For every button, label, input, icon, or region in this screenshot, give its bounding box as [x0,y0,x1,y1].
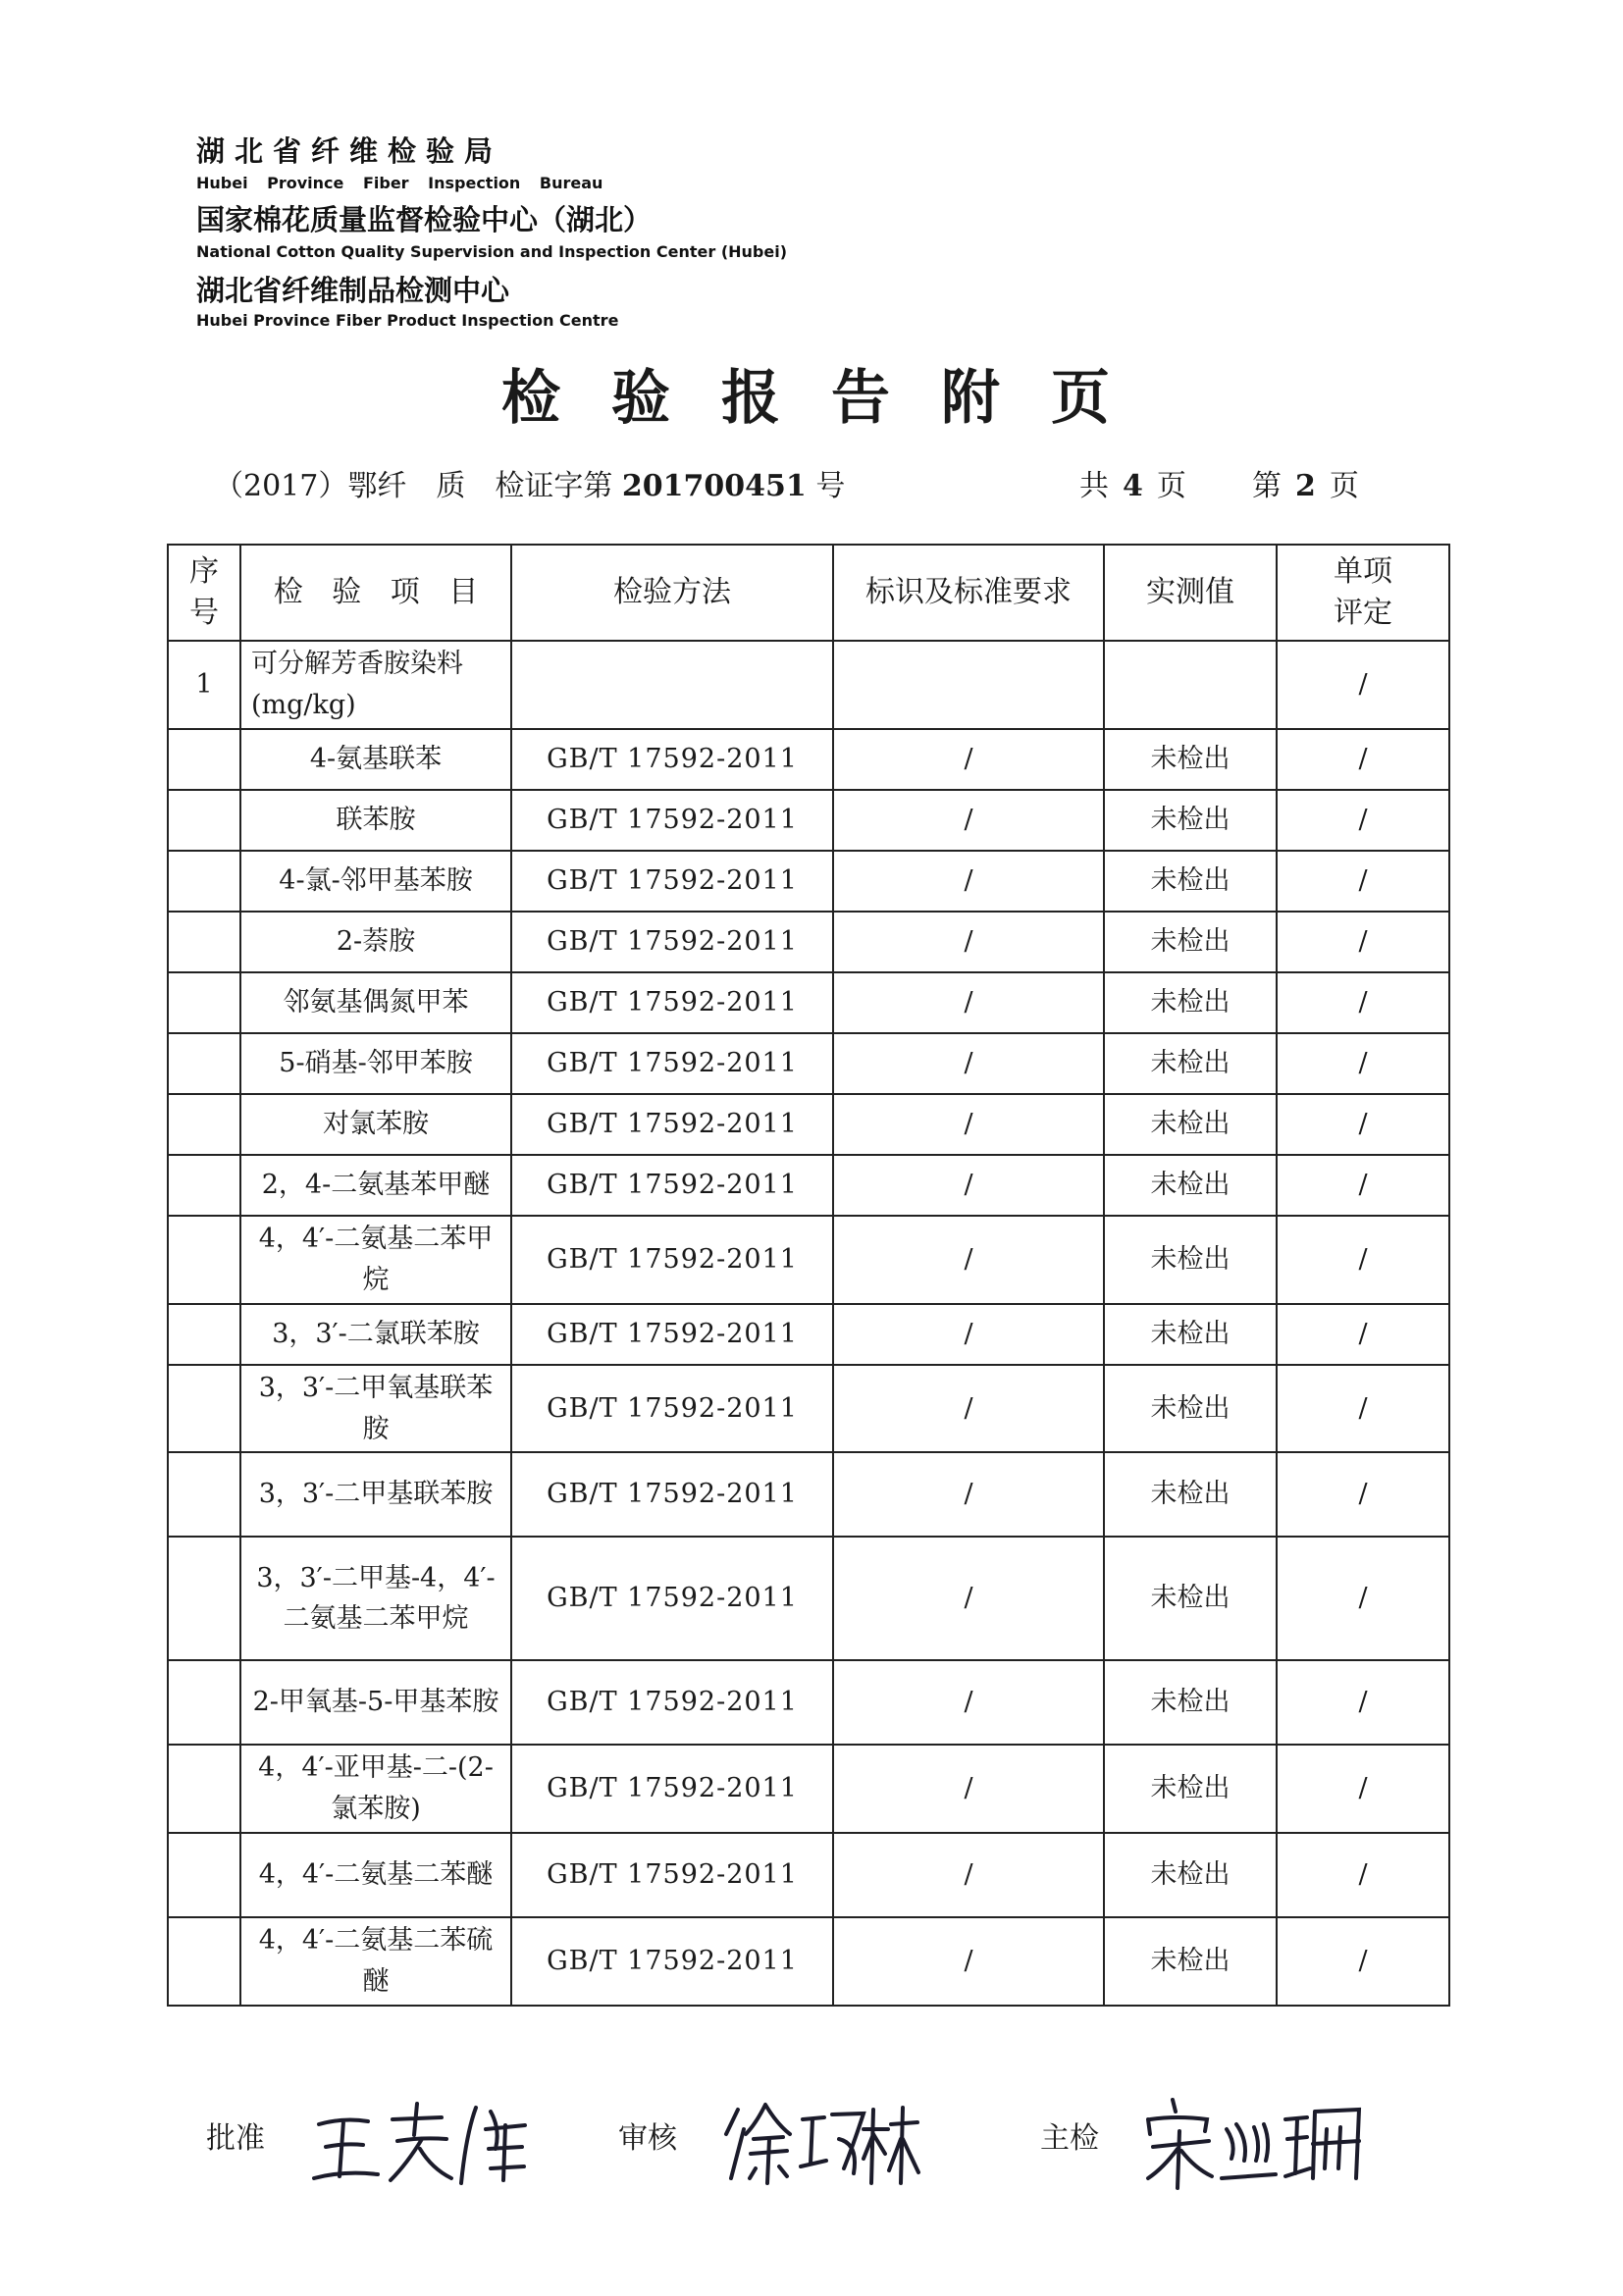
header-requirement: 标识及标准要求 [833,545,1104,641]
row-measured: 未检出 [1104,1917,1277,2006]
total-pages-prefix: 共 [1079,469,1109,503]
approver-signature [304,2090,530,2188]
row-verdict: / [1277,1304,1449,1365]
row-measured: 未检出 [1104,851,1277,912]
row-requirement: / [833,972,1104,1033]
table-header-row [168,545,1449,641]
row-requirement: / [833,1216,1104,1304]
org1-name-en: Hubei Province Fiber Inspection Bureau [196,174,603,192]
row-no [168,1917,240,2006]
table-row [168,729,1449,790]
row-measured: 未检出 [1104,790,1277,851]
page-indicator [1079,461,1359,504]
org3-name-cn: 湖北省纤维制品检测中心 [196,274,510,307]
table-row [168,1745,1449,1833]
approver-label: 批准 [206,2121,265,2156]
total-pages-suffix: 页 [1156,469,1186,503]
row-requirement: / [833,1833,1104,1917]
header-no: 序号 [168,545,240,641]
row-verdict: / [1277,1033,1449,1094]
row-verdict: / [1277,1094,1449,1155]
row-method: GB/T 17592-2011 [511,1365,833,1453]
row-no [168,1537,240,1660]
row-method: GB/T 17592-2011 [511,1452,833,1537]
row-method: GB/T 17592-2011 [511,1216,833,1304]
row-requirement: / [833,912,1104,972]
report-reference [214,461,845,504]
row-measured: 未检出 [1104,1660,1277,1745]
row-measured: 未检出 [1104,1745,1277,1833]
row-verdict: / [1277,1537,1449,1660]
table-row [168,1452,1449,1537]
inspection-results-table [167,544,1450,2007]
row-method: GB/T 17592-2011 [511,1033,833,1094]
row-no [168,1365,240,1453]
table-row [168,1917,1449,2006]
row-item: 2，4-二氨基苯甲醚 [240,1155,511,1216]
row-item: 邻氨基偶氮甲苯 [240,972,511,1033]
reference-suffix: 号 [815,469,846,503]
row-requirement: / [833,790,1104,851]
row-method: GB/T 17592-2011 [511,912,833,972]
reviewer-label: 审核 [618,2121,677,2156]
table-row [168,972,1449,1033]
table-row [168,1155,1449,1216]
row-method: GB/T 17592-2011 [511,1094,833,1155]
table-row [168,1660,1449,1745]
row-verdict: / [1277,1917,1449,2006]
row-item: 3，3′-二甲氧基联苯胺 [240,1365,511,1453]
header-method: 检验方法 [511,545,833,641]
row-method: GB/T 17592-2011 [511,729,833,790]
row-method: GB/T 17592-2011 [511,972,833,1033]
group-requirement [833,641,1104,729]
table-row [168,851,1449,912]
row-no [168,972,240,1033]
table-row [168,1216,1449,1304]
row-item: 联苯胺 [240,790,511,851]
row-item: 4，4′-亚甲基-二-(2-氯苯胺) [240,1745,511,1833]
row-verdict: / [1277,1365,1449,1453]
row-no [168,1033,240,1094]
row-no [168,851,240,912]
group-measured [1104,641,1277,729]
row-measured: 未检出 [1104,912,1277,972]
row-measured: 未检出 [1104,1304,1277,1365]
row-item: 4，4′-二氨基二苯甲烷 [240,1216,511,1304]
row-no [168,1660,240,1745]
document-title: 检验报告附页 [501,364,1161,433]
row-method: GB/T 17592-2011 [511,1917,833,2006]
row-no [168,729,240,790]
table-row [168,1094,1449,1155]
row-method: GB/T 17592-2011 [511,1660,833,1745]
row-measured: 未检出 [1104,1155,1277,1216]
row-verdict: / [1277,851,1449,912]
row-no [168,912,240,972]
group-verdict: / [1277,641,1449,729]
row-item: 2-萘胺 [240,912,511,972]
row-measured: 未检出 [1104,1537,1277,1660]
row-requirement: / [833,729,1104,790]
row-measured: 未检出 [1104,1033,1277,1094]
row-item: 3，3′-二甲基联苯胺 [240,1452,511,1537]
row-verdict: / [1277,729,1449,790]
group-no: 1 [168,641,240,729]
row-requirement: / [833,1304,1104,1365]
row-item: 5-硝基-邻甲苯胺 [240,1033,511,1094]
row-measured: 未检出 [1104,1216,1277,1304]
row-item: 对氯苯胺 [240,1094,511,1155]
row-measured: 未检出 [1104,972,1277,1033]
row-item: 2-甲氧基-5-甲基苯胺 [240,1660,511,1745]
row-item: 4-氨基联苯 [240,729,511,790]
row-measured: 未检出 [1104,729,1277,790]
row-measured: 未检出 [1104,1365,1277,1453]
reference-number: 201700451 [621,469,807,503]
row-no [168,1833,240,1917]
row-requirement: / [833,1033,1104,1094]
row-no [168,1304,240,1365]
reference-prefix: （2017）鄂纤 质 检证字第 [214,469,613,503]
row-method: GB/T 17592-2011 [511,1745,833,1833]
row-item: 4，4′-二氨基二苯硫醚 [240,1917,511,2006]
table-row [168,912,1449,972]
row-requirement: / [833,851,1104,912]
row-verdict: / [1277,912,1449,972]
table-row [168,1304,1449,1365]
row-requirement: / [833,1452,1104,1537]
row-verdict: / [1277,1660,1449,1745]
row-requirement: / [833,1537,1104,1660]
group-row [168,641,1449,729]
signature-area [206,2100,1384,2208]
row-requirement: / [833,1365,1104,1453]
row-method: GB/T 17592-2011 [511,790,833,851]
row-verdict: / [1277,1452,1449,1537]
row-verdict: / [1277,1155,1449,1216]
table-row [168,1365,1449,1453]
row-requirement: / [833,1660,1104,1745]
total-pages: 4 [1123,469,1143,503]
table-row [168,1537,1449,1660]
inspector-label: 主检 [1040,2121,1099,2156]
row-requirement: / [833,1155,1104,1216]
row-item: 4-氯-邻甲基苯胺 [240,851,511,912]
row-method: GB/T 17592-2011 [511,1833,833,1917]
header-measured: 实测值 [1104,545,1277,641]
group-item: 可分解芳香胺染料(mg/kg) [240,641,511,729]
row-no [168,1155,240,1216]
row-no [168,1745,240,1833]
row-no [168,1216,240,1304]
row-measured: 未检出 [1104,1094,1277,1155]
row-item: 4，4′-二氨基二苯醚 [240,1833,511,1917]
row-item: 3，3′-二氯联苯胺 [240,1304,511,1365]
row-method: GB/T 17592-2011 [511,1304,833,1365]
row-no [168,1452,240,1537]
org1-name-cn: 湖北省纤维检验局 [196,134,503,168]
row-method: GB/T 17592-2011 [511,1155,833,1216]
row-item: 3，3′-二甲基-4，4′-二氨基二苯甲烷 [240,1537,511,1660]
reviewer-signature [716,2090,922,2188]
table-row [168,1833,1449,1917]
current-page: 2 [1294,469,1316,503]
row-no [168,1094,240,1155]
row-requirement: / [833,1745,1104,1833]
org2-name-en: National Cotton Quality Supervision and Inspection Center (Hubei) [196,242,788,261]
row-method: GB/T 17592-2011 [511,1537,833,1660]
table-row [168,790,1449,851]
row-verdict: / [1277,1833,1449,1917]
org2-name-cn: 国家棉花质量监督检验中心（湖北） [196,203,653,236]
row-measured: 未检出 [1104,1452,1277,1537]
header-item: 检 验 项 目 [240,545,511,641]
row-measured: 未检出 [1104,1833,1277,1917]
group-method [511,641,833,729]
row-verdict: / [1277,972,1449,1033]
row-verdict: / [1277,790,1449,851]
row-verdict: / [1277,1745,1449,1833]
row-requirement: / [833,1917,1104,2006]
org3-name-en: Hubei Province Fiber Product Inspection Centre [196,311,619,330]
current-page-prefix: 第 [1251,469,1282,503]
row-verdict: / [1277,1216,1449,1304]
row-no [168,790,240,851]
table-row [168,1033,1449,1094]
inspector-signature [1138,2090,1364,2198]
row-requirement: / [833,1094,1104,1155]
current-page-suffix: 页 [1329,469,1359,503]
header-verdict: 单项评定 [1277,545,1449,641]
row-method: GB/T 17592-2011 [511,851,833,912]
